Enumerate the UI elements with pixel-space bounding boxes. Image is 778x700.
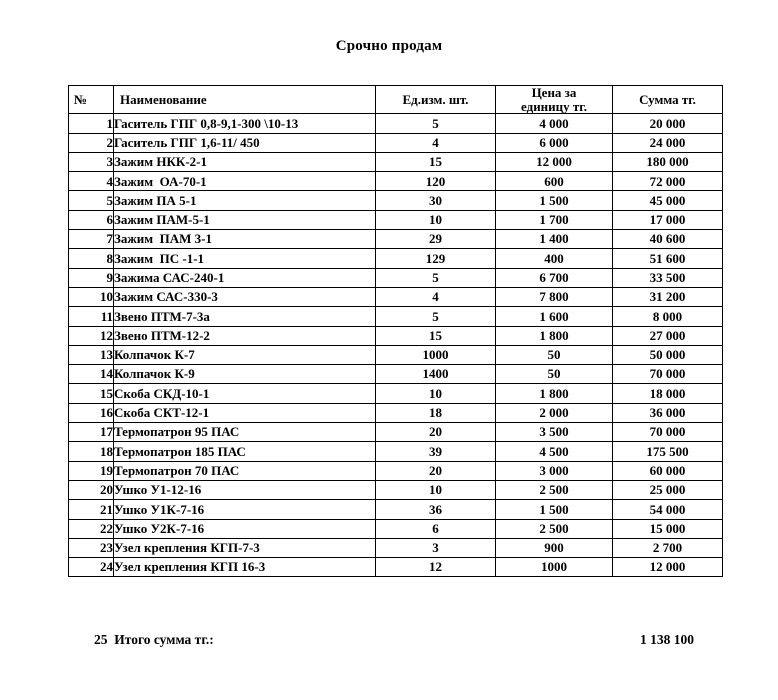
table-row [69, 191, 723, 210]
cell-price: 4 500 [496, 442, 613, 461]
cell-number: 1 [69, 114, 114, 133]
cell-sum: 50 000 [613, 345, 723, 364]
column-header-price-line1: Цена за [531, 85, 577, 100]
cell-name: Колпачок К-7 [114, 345, 376, 364]
cell-number: 21 [69, 500, 114, 519]
cell-price: 6 000 [496, 133, 613, 152]
table-row [69, 384, 723, 403]
table-header-row [69, 86, 723, 114]
cell-sum: 20 000 [613, 114, 723, 133]
cell-number: 24 [69, 558, 114, 577]
cell-price: 1 600 [496, 307, 613, 326]
table-row [69, 114, 723, 133]
cell-price: 2 500 [496, 519, 613, 538]
table-row [69, 442, 723, 461]
table-row [69, 480, 723, 499]
cell-name: Термопатрон 70 ПАС [114, 461, 376, 480]
cell-number: 6 [69, 210, 114, 229]
cell-price: 1 800 [496, 384, 613, 403]
cell-name: Зажима САС-240-1 [114, 268, 376, 287]
cell-name: Зажим ОА-70-1 [114, 172, 376, 191]
cell-number: 2 [69, 133, 114, 152]
cell-name: Ушко У1-12-16 [114, 480, 376, 499]
cell-name: Узел крепления КГП-7-3 [114, 538, 376, 557]
cell-sum: 54 000 [613, 500, 723, 519]
cell-unit: 5 [376, 307, 496, 326]
cell-number: 17 [69, 423, 114, 442]
cell-price: 7 800 [496, 287, 613, 306]
total-row [68, 632, 722, 654]
cell-number: 7 [69, 230, 114, 249]
cell-sum: 72 000 [613, 172, 723, 191]
cell-sum: 15 000 [613, 519, 723, 538]
cell-number: 8 [69, 249, 114, 268]
cell-name: Гаситель ГПГ 1,6-11/ 450 [114, 133, 376, 152]
cell-name: Термопатрон 185 ПАС [114, 442, 376, 461]
cell-sum: 180 000 [613, 152, 723, 171]
cell-unit: 6 [376, 519, 496, 538]
cell-name: Колпачок К-9 [114, 365, 376, 384]
cell-unit: 1400 [376, 365, 496, 384]
cell-name: Зажим НКК-2-1 [114, 152, 376, 171]
cell-sum: 70 000 [613, 423, 723, 442]
cell-number: 12 [69, 326, 114, 345]
cell-number: 11 [69, 307, 114, 326]
column-header-unit: Ед.изм. шт. [376, 86, 496, 114]
cell-name: Скоба СКД-10-1 [114, 384, 376, 403]
cell-price: 2 500 [496, 480, 613, 499]
cell-number: 20 [69, 480, 114, 499]
cell-unit: 20 [376, 423, 496, 442]
table-header [69, 86, 723, 114]
cell-sum: 24 000 [613, 133, 723, 152]
cell-number: 5 [69, 191, 114, 210]
cell-unit: 5 [376, 114, 496, 133]
cell-unit: 120 [376, 172, 496, 191]
column-header-number: № [69, 86, 114, 114]
column-header-name: Наименование [114, 86, 376, 114]
cell-name: Зажим ПА 5-1 [114, 191, 376, 210]
cell-sum: 45 000 [613, 191, 723, 210]
table-row [69, 403, 723, 422]
cell-price: 12 000 [496, 152, 613, 171]
table-row [69, 249, 723, 268]
cell-number: 15 [69, 384, 114, 403]
cell-unit: 10 [376, 384, 496, 403]
cell-price: 1000 [496, 558, 613, 577]
cell-sum: 8 000 [613, 307, 723, 326]
cell-unit: 1000 [376, 345, 496, 364]
cell-unit: 4 [376, 133, 496, 152]
cell-name: Скоба СКТ-12-1 [114, 403, 376, 422]
cell-price: 1 500 [496, 500, 613, 519]
cell-unit: 3 [376, 538, 496, 557]
cell-sum: 51 600 [613, 249, 723, 268]
cell-sum: 60 000 [613, 461, 723, 480]
cell-unit: 10 [376, 210, 496, 229]
cell-sum: 33 500 [613, 268, 723, 287]
cell-price: 50 [496, 365, 613, 384]
cell-price: 3 000 [496, 461, 613, 480]
table-row [69, 210, 723, 229]
cell-name: Звено ПТМ-7-3а [114, 307, 376, 326]
cell-sum: 25 000 [613, 480, 723, 499]
total-label: 25 Итого сумма тг.: [94, 632, 214, 647]
cell-number: 10 [69, 287, 114, 306]
cell-number: 13 [69, 345, 114, 364]
cell-sum: 18 000 [613, 384, 723, 403]
cell-sum: 12 000 [613, 558, 723, 577]
cell-price: 6 700 [496, 268, 613, 287]
cell-name: Зажим ПС -1-1 [114, 249, 376, 268]
cell-sum: 31 200 [613, 287, 723, 306]
cell-price: 600 [496, 172, 613, 191]
table-row [69, 307, 723, 326]
cell-name: Ушко У2К-7-16 [114, 519, 376, 538]
cell-name: Ушко У1К-7-16 [114, 500, 376, 519]
cell-unit: 30 [376, 191, 496, 210]
column-header-price [496, 86, 613, 114]
table-row [69, 558, 723, 577]
cell-unit: 5 [376, 268, 496, 287]
cell-number: 18 [69, 442, 114, 461]
price-list-table [68, 85, 723, 577]
cell-unit: 36 [376, 500, 496, 519]
cell-number: 4 [69, 172, 114, 191]
column-header-price-line2: единицу тг. [521, 98, 587, 114]
cell-unit: 10 [376, 480, 496, 499]
cell-price: 900 [496, 538, 613, 557]
cell-name: Гаситель ГПГ 0,8-9,1-300 \10-13 [114, 114, 376, 133]
table-row [69, 519, 723, 538]
cell-sum: 36 000 [613, 403, 723, 422]
table-row [69, 365, 723, 384]
cell-name: Зажим САС-330-3 [114, 287, 376, 306]
cell-price: 50 [496, 345, 613, 364]
cell-unit: 129 [376, 249, 496, 268]
table-row [69, 461, 723, 480]
table-row [69, 172, 723, 191]
cell-price: 1 800 [496, 326, 613, 345]
cell-price: 1 700 [496, 210, 613, 229]
cell-unit: 29 [376, 230, 496, 249]
cell-number: 3 [69, 152, 114, 171]
table-row [69, 423, 723, 442]
cell-unit: 15 [376, 326, 496, 345]
cell-price: 1 500 [496, 191, 613, 210]
cell-number: 16 [69, 403, 114, 422]
table-row [69, 133, 723, 152]
table-row [69, 152, 723, 171]
cell-unit: 20 [376, 461, 496, 480]
table-body [69, 114, 723, 577]
cell-name: Узел крепления КГП 16-3 [114, 558, 376, 577]
cell-number: 19 [69, 461, 114, 480]
cell-name: Зажим ПАМ-5-1 [114, 210, 376, 229]
table-row [69, 345, 723, 364]
cell-unit: 18 [376, 403, 496, 422]
cell-sum: 27 000 [613, 326, 723, 345]
cell-price: 3 500 [496, 423, 613, 442]
cell-price: 4 000 [496, 114, 613, 133]
table-row [69, 230, 723, 249]
cell-sum: 175 500 [613, 442, 723, 461]
cell-price: 2 000 [496, 403, 613, 422]
table-row [69, 268, 723, 287]
cell-unit: 15 [376, 152, 496, 171]
table-row [69, 326, 723, 345]
cell-number: 9 [69, 268, 114, 287]
page-title: Срочно продам [335, 38, 443, 54]
cell-price: 1 400 [496, 230, 613, 249]
cell-name: Звено ПТМ-12-2 [114, 326, 376, 345]
cell-sum: 70 000 [613, 365, 723, 384]
cell-sum: 17 000 [613, 210, 723, 229]
table-row [69, 500, 723, 519]
cell-unit: 39 [376, 442, 496, 461]
cell-name: Зажим ПАМ 3-1 [114, 230, 376, 249]
cell-number: 23 [69, 538, 114, 557]
cell-sum: 40 600 [613, 230, 723, 249]
cell-sum: 2 700 [613, 538, 723, 557]
cell-number: 14 [69, 365, 114, 384]
table-row [69, 538, 723, 557]
column-header-sum: Сумма тг. [613, 86, 723, 114]
cell-name: Термопатрон 95 ПАС [114, 423, 376, 442]
cell-unit: 4 [376, 287, 496, 306]
total-value: 1 138 100 [640, 632, 694, 647]
cell-number: 22 [69, 519, 114, 538]
table-row [69, 287, 723, 306]
cell-unit: 12 [376, 558, 496, 577]
cell-price: 400 [496, 249, 613, 268]
